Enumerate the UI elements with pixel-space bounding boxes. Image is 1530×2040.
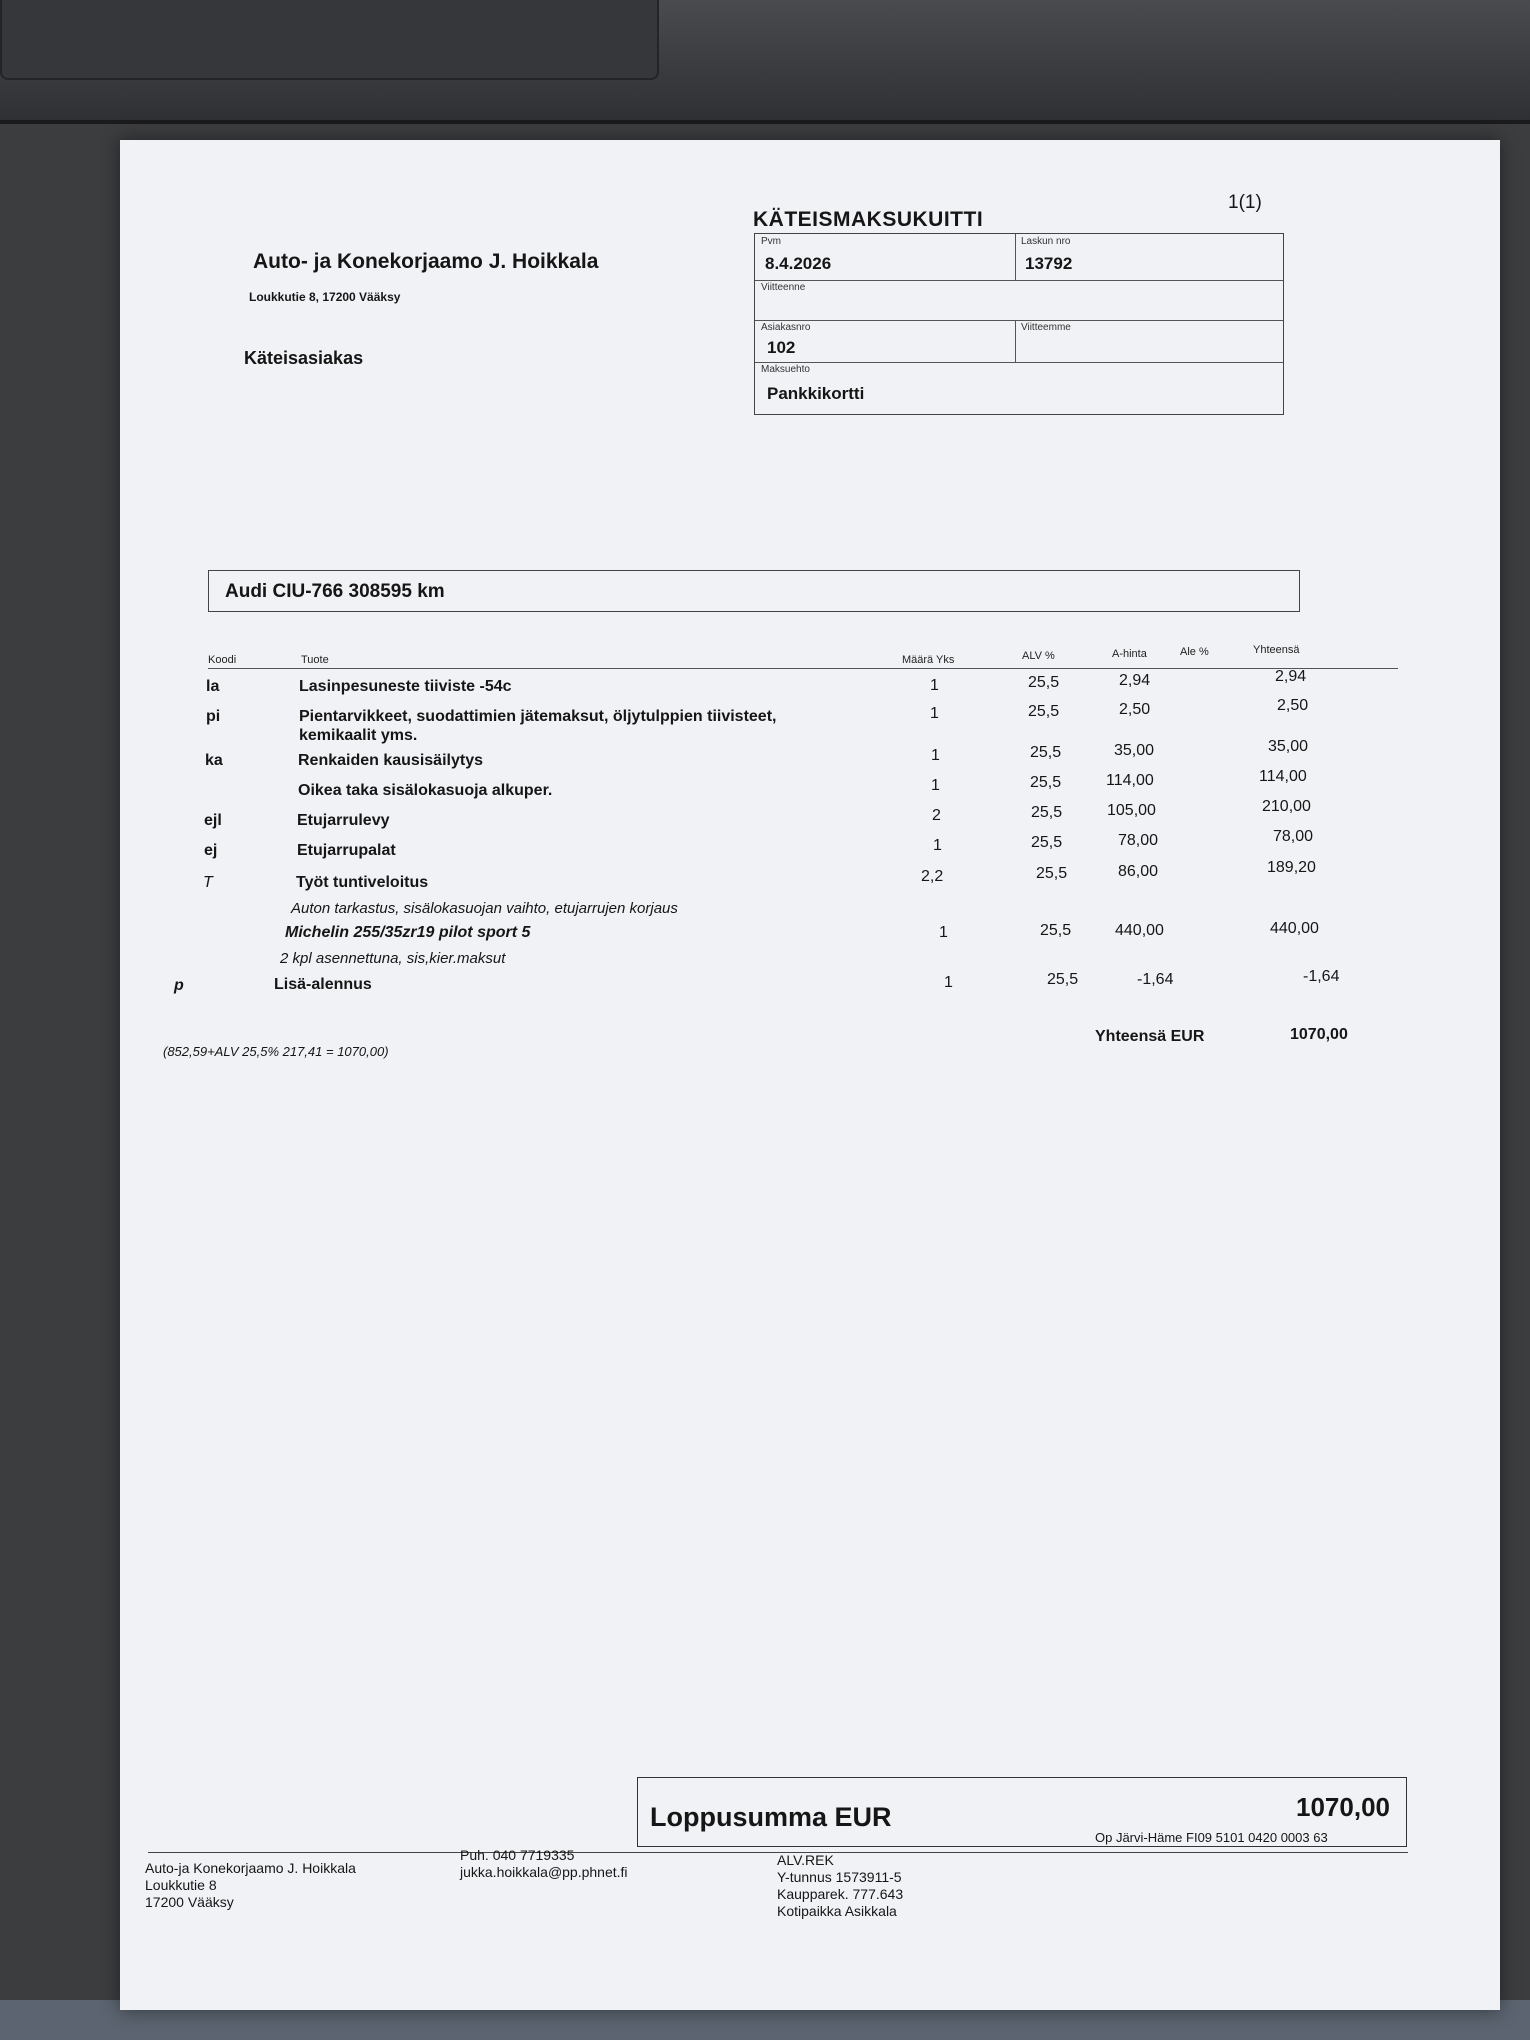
customer-number-label: Asiakasnro (761, 322, 811, 333)
info-divider (755, 320, 1283, 321)
row-unit-price: 2,50 (1119, 701, 1151, 718)
row-product: Lasinpesuneste tiiviste -54c (299, 678, 512, 695)
row-product: Etujarrulevy (297, 812, 390, 829)
footer-registration-info (777, 1852, 903, 1920)
row-vat: 25,5 (1028, 703, 1060, 720)
row-unit-price: 2,94 (1119, 672, 1151, 689)
payment-terms-value: Pankkikortti (767, 384, 865, 403)
total-label: Yhteensä EUR (1095, 1028, 1205, 1045)
row-vat: 25,5 (1031, 834, 1063, 851)
date-label: Pvm (761, 236, 781, 247)
row-qty: 1 (931, 747, 940, 764)
header-underline (208, 668, 1398, 669)
footer-text: jukka.hoikkala@pp.phnet.fi (460, 1864, 628, 1880)
row-qty: 1 (931, 777, 940, 794)
row-code: ejl (204, 812, 222, 829)
info-divider (755, 280, 1283, 281)
bank-account: Op Järvi-Häme FI09 5101 0420 0003 63 (1095, 1830, 1328, 1845)
column-header-total: Yhteensä (1253, 644, 1300, 656)
company-name: Auto- ja Konekorjaamo J. Hoikkala (253, 250, 599, 273)
footer-text: Auto-ja Konekorjaamo J. Hoikkala (145, 1860, 356, 1876)
row-unit-price: 78,00 (1118, 832, 1159, 849)
row-product: Renkaiden kausisäilytys (298, 752, 483, 769)
grand-total-label: Loppusumma EUR (650, 1802, 892, 1832)
row-vat: 25,5 (1030, 774, 1062, 791)
column-header-code: Koodi (208, 654, 237, 666)
row-product: Työt tuntiveloitus (296, 874, 429, 891)
page-number: 1(1) (1228, 192, 1262, 213)
row-product: Oikea taka sisälokasuoja alkuper. (298, 782, 553, 799)
row-product: Michelin 255/35zr19 pilot sport 5 (285, 924, 531, 941)
column-header-qty-unit: Määrä Yks (902, 654, 955, 666)
info-box (754, 233, 1284, 415)
row-qty: 2 (932, 807, 941, 824)
row-total: 2,50 (1277, 697, 1309, 714)
invoice-number-value: 13792 (1025, 254, 1073, 273)
row-vat: 25,5 (1028, 674, 1060, 691)
row-total: 78,00 (1273, 828, 1314, 845)
info-divider (1015, 320, 1016, 362)
row-product: Pientarvikkeet, suodattimien jätemaksut, öljytulppien tiivisteet, (299, 708, 777, 725)
vehicle-box (208, 570, 1300, 612)
receipt-paper (120, 140, 1500, 2010)
vat-calculation: (852,59+ALV 25,5% 217,41 = 1070,00) (163, 1044, 389, 1059)
row-note: 2 kpl asennettuna, sis,kier.maksut (280, 950, 506, 967)
row-vat: 25,5 (1030, 744, 1062, 761)
row-total: -1,64 (1303, 968, 1340, 985)
row-qty: 2,2 (921, 868, 944, 885)
row-code: la (206, 678, 220, 695)
footer-text: Kotipaikka Asikkala (777, 1903, 897, 1919)
customer-name: Käteisasiakas (244, 348, 364, 368)
row-unit-price: 105,00 (1107, 802, 1156, 819)
row-code: ej (204, 842, 218, 859)
customer-number-value: 102 (767, 338, 796, 357)
row-unit-price: 35,00 (1114, 742, 1155, 759)
company-address: Loukkutie 8, 17200 Vääksy (249, 290, 401, 304)
total-value: 1070,00 (1290, 1026, 1348, 1043)
our-reference-label: Viitteemme (1021, 322, 1071, 333)
row-qty: 1 (930, 705, 939, 722)
column-header-vat: ALV % (1022, 650, 1055, 662)
row-unit-price: 114,00 (1106, 772, 1154, 789)
row-product: Lisä-alennus (274, 976, 372, 993)
footer-text: Y-tunnus 1573911-5 (777, 1869, 902, 1885)
footer-company-info (145, 1860, 356, 1911)
footer-text: 17200 Vääksy (145, 1894, 234, 1910)
footer-contact-info (460, 1847, 628, 1881)
row-code: p (174, 977, 184, 994)
column-header-unit-price: A-hinta (1112, 648, 1147, 660)
row-code: pi (206, 708, 221, 725)
row-product: Etujarrupalat (297, 842, 396, 859)
grand-total-value: 1070,00 (1296, 1792, 1390, 1822)
vehicle-info: Audi CIU-766 308595 km (225, 581, 445, 602)
row-vat: 25,5 (1040, 922, 1072, 939)
your-reference-label: Viitteenne (761, 282, 806, 293)
column-header-discount: Ale % (1180, 646, 1209, 658)
date-value: 8.4.2026 (765, 254, 832, 273)
row-qty: 1 (933, 837, 942, 854)
row-product-continued: kemikaalit yms. (299, 727, 418, 744)
row-unit-price: 86,00 (1118, 863, 1159, 880)
column-header-product: Tuote (301, 654, 329, 666)
row-unit-price: -1,64 (1137, 971, 1174, 988)
footer-text: Puh. 040 7719335 (460, 1847, 575, 1863)
row-total: 189,20 (1267, 859, 1316, 876)
row-vat: 25,5 (1036, 865, 1068, 882)
laptop-background (0, 0, 1530, 124)
row-total: 35,00 (1268, 738, 1309, 755)
row-vat: 25,5 (1031, 804, 1063, 821)
payment-terms-label: Maksuehto (761, 364, 810, 375)
row-total: 2,94 (1275, 668, 1307, 685)
info-divider (1015, 234, 1016, 280)
info-divider (755, 362, 1283, 363)
row-qty: 1 (939, 924, 948, 941)
row-total: 440,00 (1270, 920, 1319, 937)
row-note: Auton tarkastus, sisälokasuojan vaihto, etujarrujen korjaus (291, 900, 678, 917)
footer-text: Kaupparek. 777.643 (777, 1886, 904, 1902)
footer-text: Loukkutie 8 (145, 1877, 217, 1893)
document-title: KÄTEISMAKSUKUITTI (753, 208, 984, 231)
row-vat: 25,5 (1047, 971, 1079, 988)
row-code: T (203, 874, 213, 891)
invoice-number-label: Laskun nro (1021, 236, 1071, 247)
row-total: 114,00 (1259, 768, 1307, 785)
footer-text: ALV.REK (777, 1852, 834, 1868)
row-total: 210,00 (1262, 798, 1311, 815)
row-unit-price: 440,00 (1115, 922, 1164, 939)
row-qty: 1 (930, 677, 939, 694)
row-qty: 1 (944, 974, 953, 991)
row-code: ka (205, 752, 223, 769)
laptop-panel (0, 0, 659, 80)
